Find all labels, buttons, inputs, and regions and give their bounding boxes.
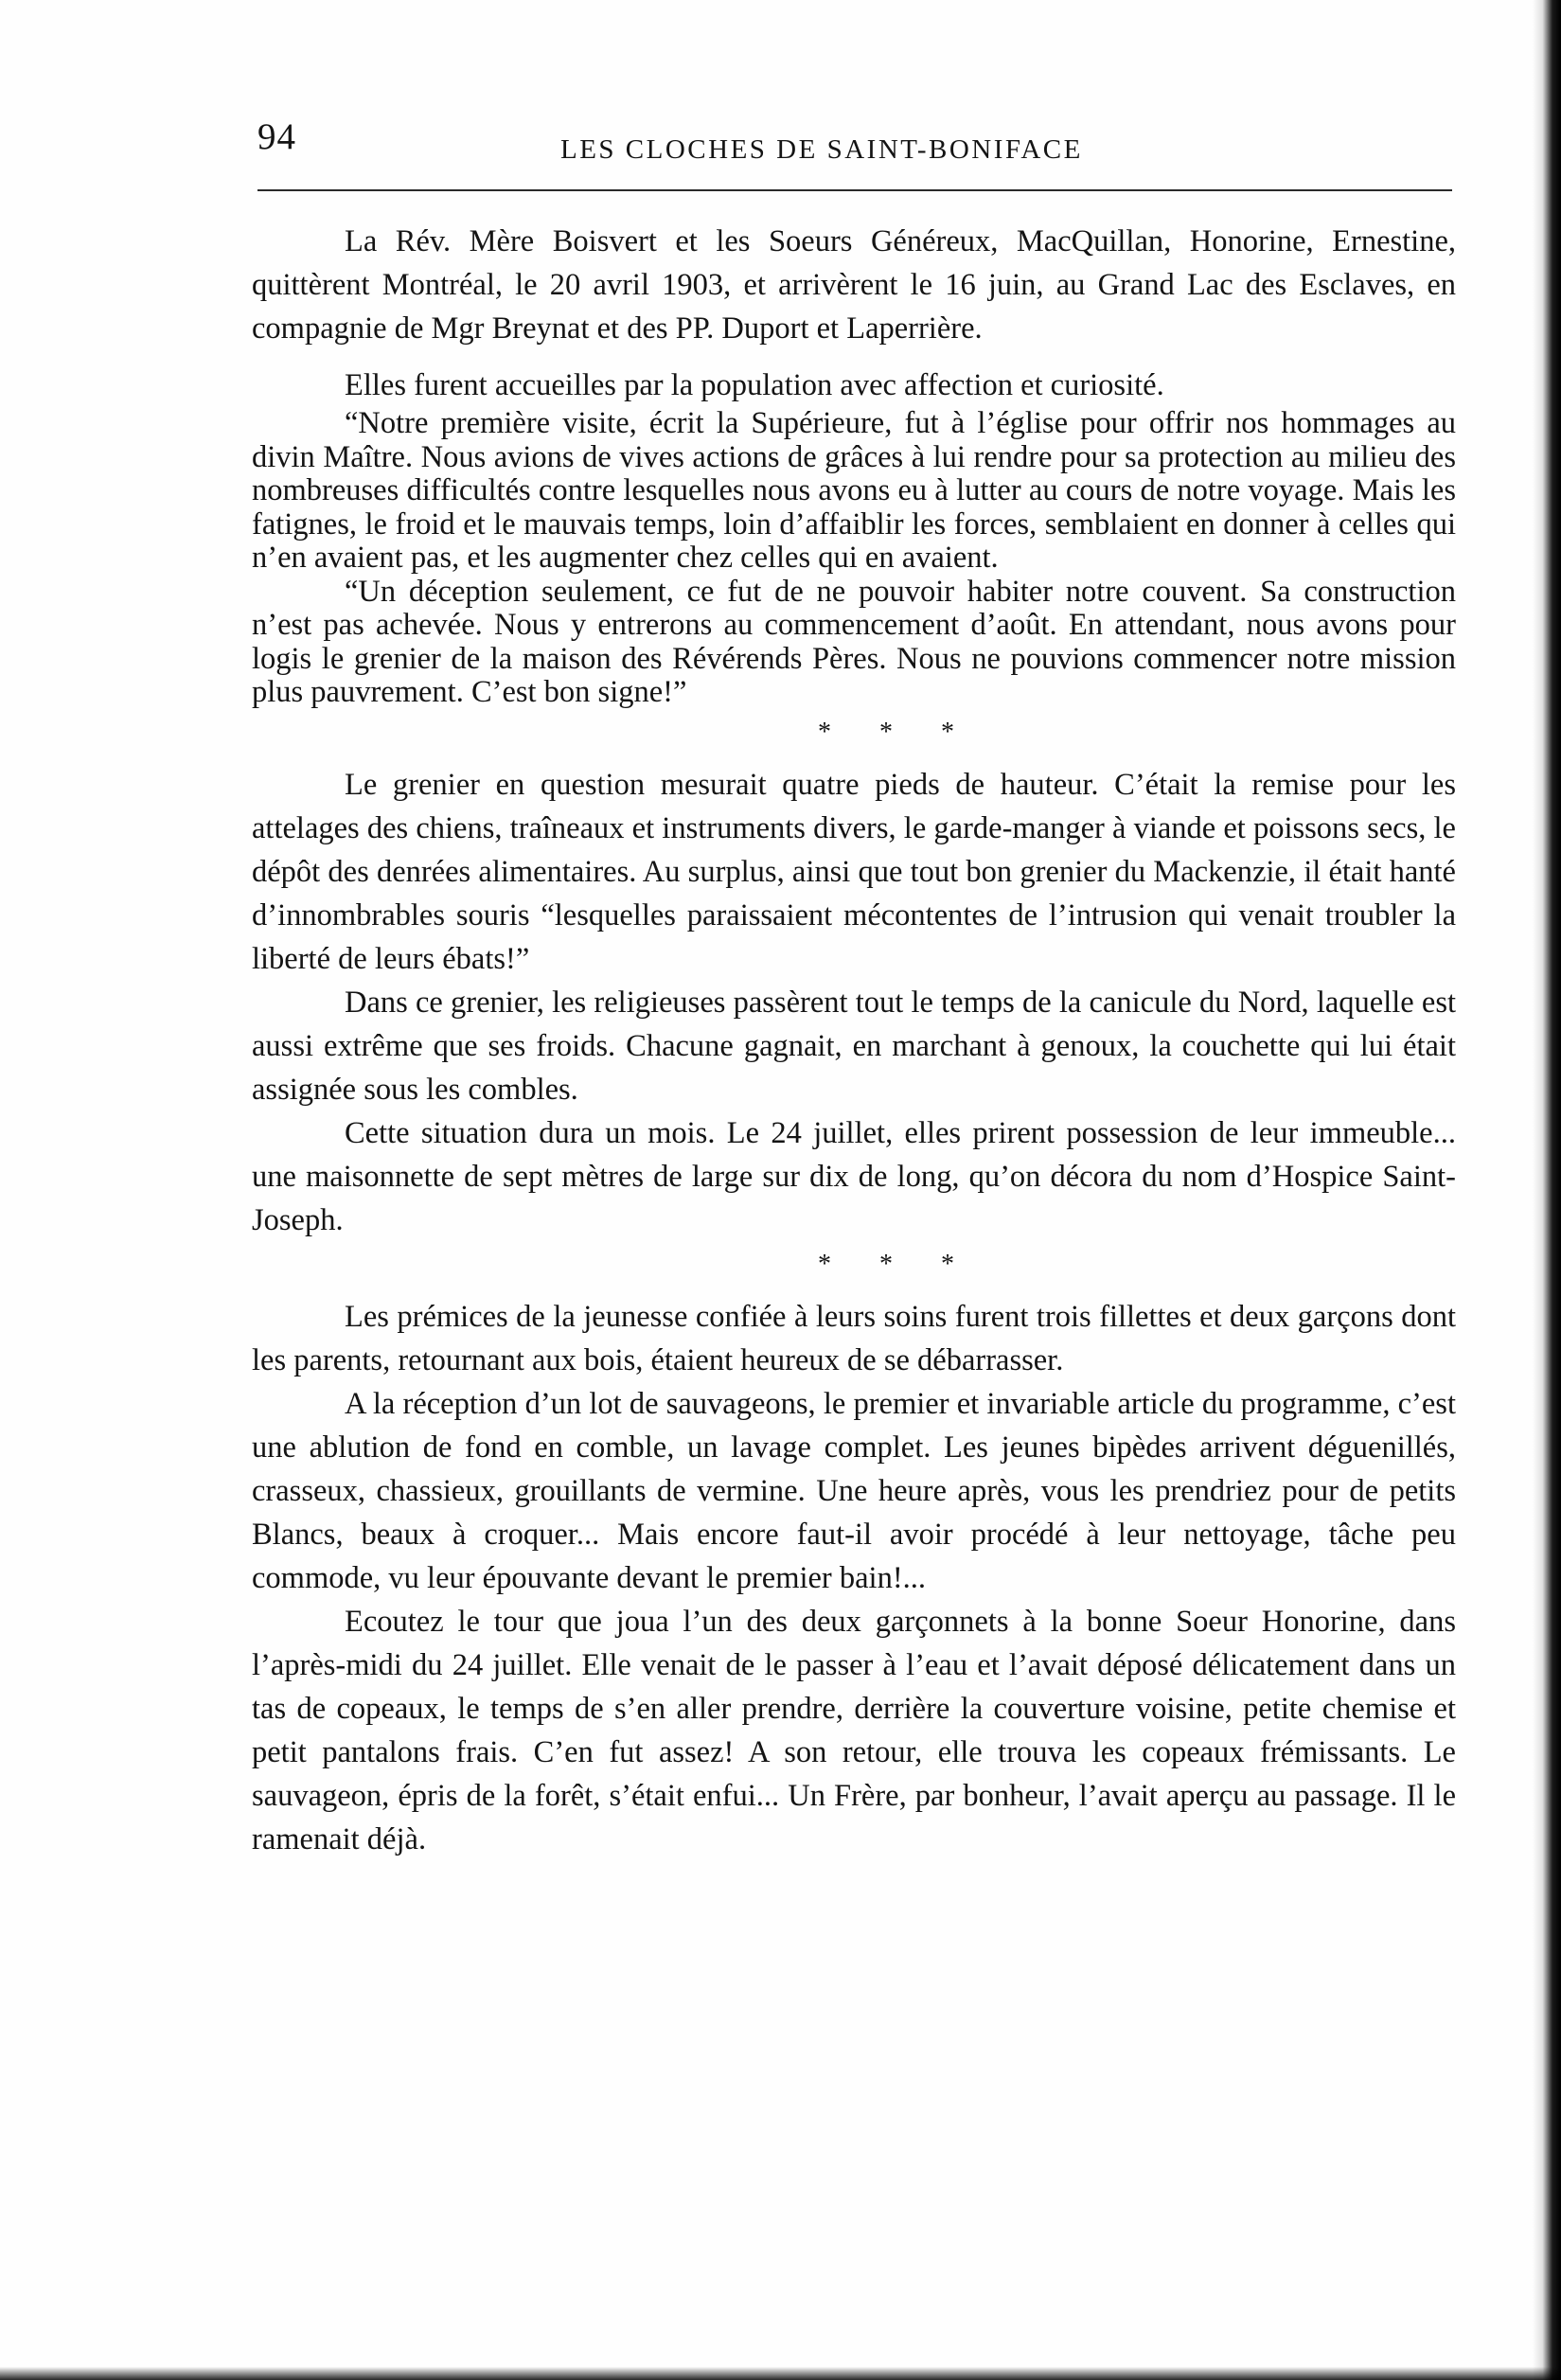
page-bottom-shadow [0,2367,1561,2380]
paragraph-first-children: Les prémices de la jeunesse confiée à leurs soins furent trois fillettes et deux garçons dont les parents, retournant aux bois, étaient heureux de se débarrasser. [252,1299,1456,1377]
paragraph-deception-quote: “Un déception seulement, ce fut de ne pouvoir habiter notre couvent. Sa construction n’est pas achevée. Nous y entrerons au commencement d’août. En attendant, nous avons pour logis le grenier de la maison des Révérends Pères. Nous ne pouvions commencer notre mission plus pauvrement. C’est bon signe!” [252,574,1456,709]
page-header [257,115,1452,172]
paragraph-canicule: Dans ce grenier, les religieuses passèrent tout le temps de la canicule du Nord, laquelle est aussi extrême que ses froids. Chacune gagnait, en marchant à genoux, la couchette qui lui était assignée sous les combles. [252,985,1456,1107]
page-number: 94 [257,116,296,157]
paragraph-first-visit-quote: “Notre première visite, écrit la Supérieure, fut à l’église pour offrir nos hommages au divin Maître. Nous avions de vives actions de grâces à lui rendre pour sa protection au milieu des nombreuses difficultés contre lesquelles nous avons eu à lutter au cours de notre voyage. Mais les fatignes, le froid et le mauvais temps, loin d’affaiblir les forces, semblaient en donner à celles qui n’en avaient pas, et les augmenter chez celles qui en avaient. [252,406,1456,575]
running-title: LES CLOCHES DE SAINT-BONIFACE [560,134,1083,165]
page-body [252,220,1456,1861]
paragraph-escape-story: Ecoutez le tour que joua l’un des deux garçonnets à la bonne Soeur Honorine, dans l’après-midi du 24 juillet. Elle venait de le passer à l’eau et l’avait déposé délicatement dans un tas de copeaux, le temps de s’en aller prendre, derrière la couverture voisine, petite chemise et petit pantalons frais. C’en fut assez! A son retour, elle trouva les copeaux frémissants. Le sauvageon, épris de la forêt, s’était enfui... Un Frère, par bonheur, l’avait aperçu au passage. Il le ramenait déjà. [252,1604,1456,1856]
header-rule [257,189,1452,191]
paragraph-ablution: A la réception d’un lot de sauvageons, le premier et invariable article du programme, c’est une ablution de fond en comble, un lavage complet. Les jeunes bipèdes arrivent déguenillés, crasseux, chassieux, grouillants de vermine. Une heure après, vous les prendriez pour de petits Blancs, beaux à croquer... Mais encore faut-il avoir procédé à leur nettoyage, tâche peu commode, vu leur épouvante devant le premier bain!... [252,1386,1456,1595]
section-separator: * * * [818,1249,975,1279]
paragraph-welcome: Elles furent accueilles par la population avec affection et curiosité. [345,368,1164,402]
paragraph-arrival: La Rév. Mère Boisvert et les Soeurs Généreux, MacQuillan, Honorine, Ernestine, quittèrent Montréal, le 20 avril 1903, et arrivèrent le 16 juin, au Grand Lac des Esclaves, en compagnie de Mgr Breynat et des PP. Duport et Laperrière. [252,224,1456,346]
section-separator: * * * [818,717,975,747]
binding-shadow [1533,0,1561,2380]
paragraph-attic: Le grenier en question mesurait quatre pieds de hauteur. C’était la remise pour les attelages des chiens, traîneaux et instruments divers, le garde-manger à viande et poissons secs, le dépôt des denrées alimentaires. Au surplus, ainsi que tout bon grenier du Mackenzie, il était hanté d’innombrables souris “lesquelles paraissaient mécontentes de l’intrusion qui venait troubler la liberté de leurs ébats!” [252,767,1456,976]
paragraph-possession: Cette situation dura un mois. Le 24 juillet, elles prirent possession de leur immeuble... une maisonnette de sept mètres de large sur dix de long, qu’on décora du nom d’Hospice Saint-Joseph. [252,1115,1456,1237]
